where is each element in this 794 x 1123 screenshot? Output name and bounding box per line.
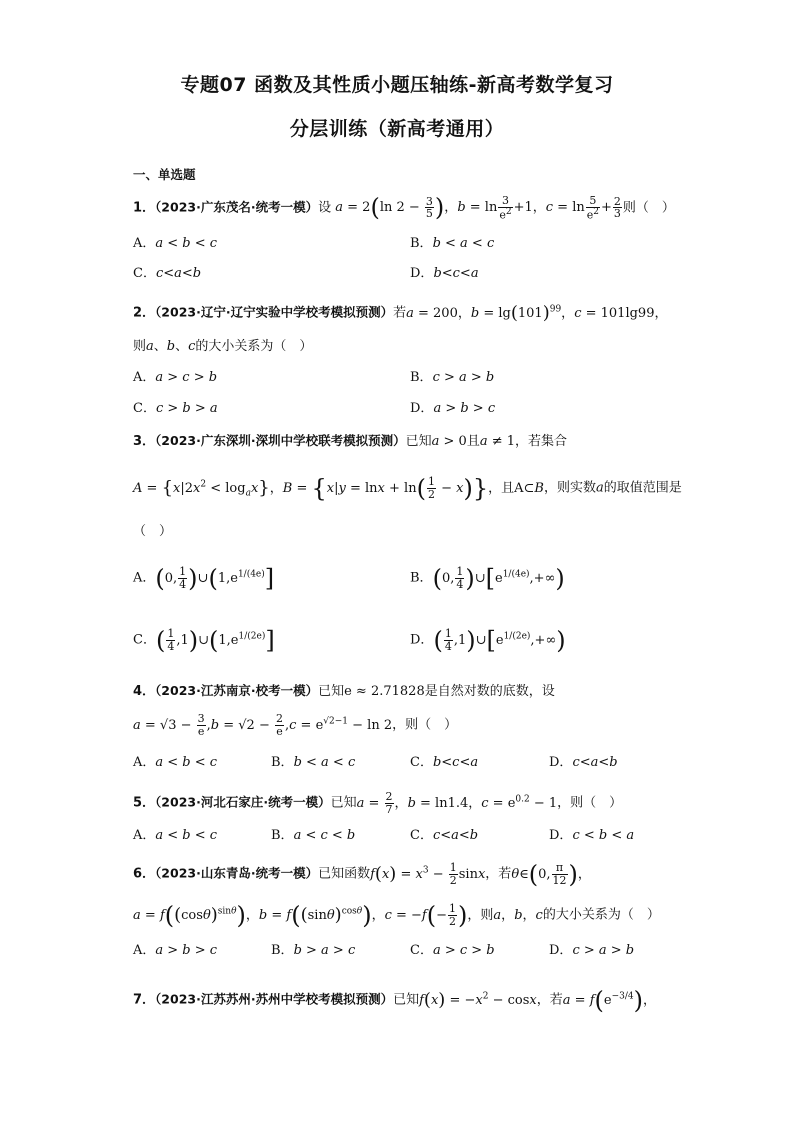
option-d[interactable]: D．b<c<a — [410, 266, 479, 281]
question-2: 2．（2023·辽宁·辽宁实验中学校考模拟预测）若a = 200，$b = \lg(101)^{99}$，c = 101lg99， — [133, 302, 668, 323]
math-expression: $a = f((\cos\theta)^{sin\theta})$，$b = f((\sin\theta)^{cos\theta})$，c = −f(− $\frac{1}{2}$ )，则a，b，c — [133, 901, 543, 930]
question-5: 5．（2023·河北石家庄·统考一模）已知a = $\frac{2}{7}$ ，b = ln1.4，$c = e^{0.2} - 1$，则（ ） — [133, 790, 623, 816]
option-d[interactable]: D．c<a<b — [549, 755, 618, 770]
math-expression: ( $\frac{1}{4}$ $,1)\cup(1,e^{1/(2e)}]$ — [155, 626, 275, 655]
math-expression: a = $\frac{2}{7}$ ，b = ln1.4，$c = e^{0.2} - 1$ — [356, 790, 558, 816]
document-title-line1: 专题07 函数及其性质小题压轴练-新高考数学复习 — [180, 74, 614, 96]
question-source: （2023·江苏南京·校考一模） — [155, 683, 319, 698]
question-source: （2023·广东深圳·深圳中学校联考模拟预测） — [155, 433, 406, 448]
math-expression: ( $\frac{1}{4}$ $,1)\cup[e^{1/(2e)},+\infty)$ — [433, 626, 566, 655]
math-expression: a = 2(ln 2 − $\frac{3}{5}$ )，b = ln $\frac{3}{e^2}$ +1，c = ln $\frac{5}{e^2}$ + $\frac{2}{3}$ — [335, 193, 621, 222]
option-c[interactable]: C．c<a<b — [410, 828, 479, 843]
question-source: （2023·河北石家庄·统考一模） — [155, 794, 331, 810]
question-source: （2023·江苏苏州·苏州中学校考模拟预测） — [155, 991, 394, 1007]
option-b[interactable]: B．b < a < c — [410, 236, 495, 251]
question-number: 6． — [133, 866, 156, 882]
option-b[interactable]: B．(0, $\frac{1}{4}$ )$\cup[e^{1/(4e)},+\infty)$ — [410, 564, 565, 593]
option-a[interactable]: A．a < b < c — [133, 755, 218, 770]
option-b[interactable]: B．b > a > c — [271, 943, 356, 958]
math-expression: $A = \{x|2x^2 < \log_ax\}$，B = {x|y = lnx + ln( $\frac{1}{2}$ − x)}，且A⊂B — [133, 474, 544, 503]
option-c[interactable]: C．c<a<b — [133, 266, 202, 281]
option-c[interactable]: C．b<c<a — [410, 755, 479, 770]
option-d[interactable]: D．( $\frac{1}{4}$ $,1)\cup[e^{1/(2e)},+\infty)$ — [410, 626, 566, 655]
question-4-line2: a = √3 − $\frac{3}{e}$ ,b = √2 − $\frac{2}{e}$ $,c = e^{√2-1} - \ln 2$，则（ ） — [133, 712, 458, 738]
section-heading: 一、单选题 — [133, 167, 196, 182]
question-3-line2: $A = \{x|2x^2 < \log_ax\}$，B = {x|y = lnx + ln( $\frac{1}{2}$ − x)}，且A⊂B，则实数a的取值范围是 — [133, 474, 682, 503]
question-number: 3． — [133, 434, 156, 449]
option-c[interactable]: C．c > b > a — [133, 401, 218, 416]
option-b[interactable]: B．c > a > b — [410, 370, 495, 385]
math-expression: $f(x) = -x^2 - \cos x$ — [419, 989, 537, 1010]
option-c[interactable]: C．( $\frac{1}{4}$ $,1)\cup(1,e^{1/(2e)}]$ — [133, 626, 275, 655]
question-1: 1．（2023·广东茂名·统考一模）设 a = 2(ln 2 − $\frac{3}{5}$ )，b = ln $\frac{3}{e^2}$ +1，c = ln $\frac{5}{e^2}$ + $\frac{2}{3}$ 则（ ） — [133, 193, 675, 222]
option-b[interactable]: B．a < c < b — [271, 828, 356, 843]
option-a[interactable]: A．a < b < c — [133, 236, 218, 251]
question-number: 5． — [133, 795, 156, 811]
document-title-line2: 分层训练（新高考通用） — [289, 118, 505, 140]
option-a[interactable]: A．a > c > b — [133, 370, 218, 385]
math-expression: (0, $\frac{1}{4}$ )$\cup(1,e^{1/(4e)}]$ — [155, 564, 275, 593]
question-source: （2023·山东青岛·统考一模） — [155, 865, 319, 881]
option-a[interactable]: A．(0, $\frac{1}{4}$ )$\cup(1,e^{1/(4e)}]$ — [133, 564, 275, 593]
math-expression: $a = f(e^{-3/4})$， — [562, 986, 657, 1014]
math-expression: θ∈(0, $\frac{\pi}{12}$ )， — [511, 860, 591, 889]
question-number: 4． — [133, 684, 156, 699]
math-expression: (0, $\frac{1}{4}$ )$\cup[e^{1/(4e)},+\infty)$ — [432, 564, 565, 593]
option-b[interactable]: B．b < a < c — [271, 755, 356, 770]
question-3: 3．（2023·广东深圳·深圳中学校联考模拟预测）已知a > 0且a ≠ 1，若集合 — [133, 433, 568, 449]
question-number: 1． — [133, 200, 156, 216]
option-a[interactable]: A．a > b > c — [133, 943, 218, 958]
option-d[interactable]: D．c < b < a — [549, 828, 635, 843]
question-source: （2023·辽宁·辽宁实验中学校考模拟预测） — [155, 304, 394, 320]
question-3-line3: （ ） — [133, 524, 173, 539]
option-c[interactable]: C．a > c > b — [410, 943, 495, 958]
math-expression: a = √3 − $\frac{3}{e}$ ,b = √2 − $\frac{2}{e}$ $,c = e^{√2-1} - \ln 2$ — [133, 712, 393, 738]
option-a[interactable]: A．a < b < c — [133, 828, 218, 843]
question-6: 6．（2023·山东青岛·统考一模）已知函数$f(x) = x^3$ − $\frac{1}{2}$ sinx，若θ∈(0, $\frac{\pi}{12}$ )， — [133, 860, 591, 889]
option-d[interactable]: D．a > b > c — [410, 401, 496, 416]
option-d[interactable]: D．c > a > b — [549, 943, 635, 958]
question-6-line2: $a = f((\cos\theta)^{sin\theta})$，$b = f((\sin\theta)^{cos\theta})$，c = −f(− $\frac{1}{2}$ )，则a，b，c的大小关系为（ ） — [133, 901, 660, 930]
question-source: （2023·广东茂名·统考一模） — [155, 199, 319, 215]
question-4: 4．（2023·江苏南京·校考一模）已知e ≈ 2.71828是自然对数的底数，设 — [133, 683, 555, 699]
question-7: 7．（2023·江苏苏州·苏州中学校考模拟预测）已知$f(x) = -x^2 - \cos x$，若$a = f(e^{-3/4})$， — [133, 986, 657, 1014]
question-2-line2: 则a、b、c的大小关系为（ ） — [133, 339, 313, 354]
math-expression: $f(x) = x^3$ − $\frac{1}{2}$ sinx — [370, 861, 486, 887]
question-number: 7． — [133, 992, 156, 1008]
math-expression: a = 200，$b = \lg(101)^{99}$，c = 101lg99， — [406, 302, 668, 323]
question-number: 2． — [133, 305, 156, 321]
